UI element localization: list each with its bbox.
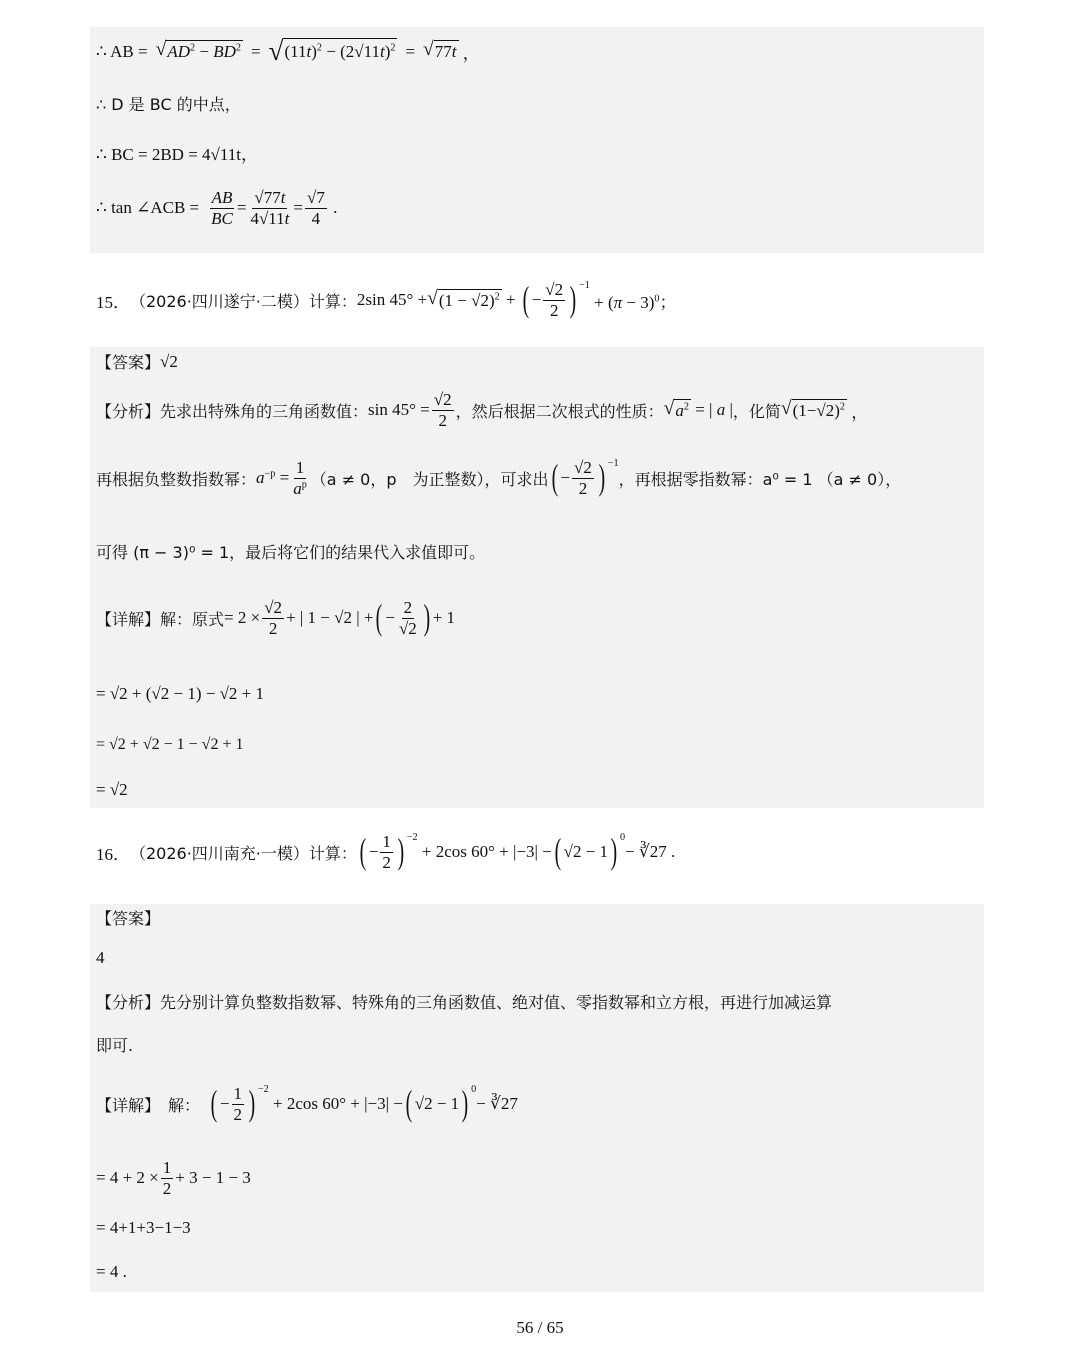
q15-analysis-1: 【分析】 先求出特殊角的三角函数值： sin 45° = $\frac{√2}{2}$ ，然后根据二次根式的性质： √ $a^2$ = | a | ，化简 √ $(1-√2)^2$ ，: [96, 390, 869, 430]
ab-prefix: ∴ AB =: [96, 41, 148, 61]
q15-detail-label: 【详解】: [96, 609, 161, 629]
q16-answer-value-line: [96, 948, 105, 968]
q15-answer-label: 【答案】: [96, 353, 161, 372]
question-15: 15． （2026·四川遂宁·二模）计算： 2sin 45° + √ $(1 - √2)^2$ + ( − $\frac{√2}{2}$ ) $^{-1}$ + $(\pi - 3)^0$；: [96, 279, 677, 320]
q16-analysis-label: 【分析】: [96, 993, 161, 1012]
q16-detail-1: 【详解】 解： ( − $\frac{1}{2}$ ) $^{-2}$ + 2cos 60° + |−3| − ( √2 − 1 ) $^0$ − ∛27: [96, 1083, 518, 1124]
q15-answer: [96, 350, 178, 373]
q15-detail-1: 【详解】 解：原式 = 2 × $\frac{√2}{2}$ + | 1 − √2 | + ( − $\frac{2}{√2}$ ) + 1: [96, 597, 456, 638]
q16-number: 16．: [96, 844, 130, 864]
derivation-line-midpoint: [96, 92, 241, 115]
q15-detail-4: = √2: [96, 780, 128, 799]
derivation-line-ab: ∴ AB = √ $AD^2 - BD^2$ = √ $(11t)^2 - (2√11t)^2$ = √ 77t ，: [96, 36, 480, 66]
q16-detail-4: = 4 .: [96, 1262, 127, 1281]
q16-answer-value: 4: [96, 948, 105, 967]
q16-source: （2026·四川南充·一模）计算：: [130, 843, 357, 863]
q16-detail-label: 【详解】: [96, 1095, 161, 1115]
tan-prefix: ∴ tan ∠ACB =: [96, 198, 200, 218]
q16-detail-2: = 4 + 2 × $\frac{1}{2}$ + 3 − 1 − 3: [96, 1158, 251, 1198]
midpoint-text: ∴ D 是 BC 的中点，: [96, 95, 241, 114]
q16-answer-label: 【答案】: [96, 909, 161, 928]
derivation-line-bc: [96, 140, 258, 165]
question-16: 16． （2026·四川南充·一模）计算： ( − $\frac{1}{2}$ ) $^{-2}$ + 2cos 60° + |−3| − ( √2 − 1 ) $^0$ − ∛27 .: [96, 831, 676, 872]
q15-detail-3: = √2 + √2 − 1 − √2 + 1: [96, 736, 244, 753]
derivation-line-tan: ∴ tan ∠ACB = $\frac{AB}{BC}$ = $\frac{√77t}{4√11t}$ = $\frac{√7}{4}$ .: [96, 188, 338, 228]
q15-source: （2026·四川遂宁·二模）计算：: [130, 291, 357, 311]
page-number: 56 / 65: [516, 1318, 564, 1337]
q16-analysis-2: 即可.: [96, 1036, 134, 1055]
q15-analysis-2: 再根据负整数指数幂： $a^{-p}$ = $\frac{1}{a^p}$ （a ≠ 0，p 为正整数），可求出 ( − $\frac{√2}{2}$ ) $^{-1}$ ，再根据零指数幂：a⁰ = 1 （a ≠ 0），: [96, 457, 902, 498]
q15-detail-2: = √2 + (√2 − 1) − √2 + 1: [96, 684, 264, 703]
q15-number: 15．: [96, 292, 130, 312]
q15-analysis-label: 【分析】: [96, 401, 161, 421]
q16-detail-3: = 4+1+3−1−3: [96, 1218, 191, 1237]
q15-analysis-3: 可得 (π − 3)⁰ = 1，最后将它们的结果代入求值即可。: [96, 543, 486, 562]
bc-text: ∴ BC = 2BD = 4√11t，: [96, 145, 258, 164]
q15-answer-value: √2: [160, 351, 178, 371]
q16-answer-label-line: [96, 906, 160, 929]
q16-analysis-1: 【分析】 先分别计算负整数指数幂、特殊角的三角函数值、绝对值、零指数幂和立方根，再进行加减运算: [96, 990, 832, 1013]
